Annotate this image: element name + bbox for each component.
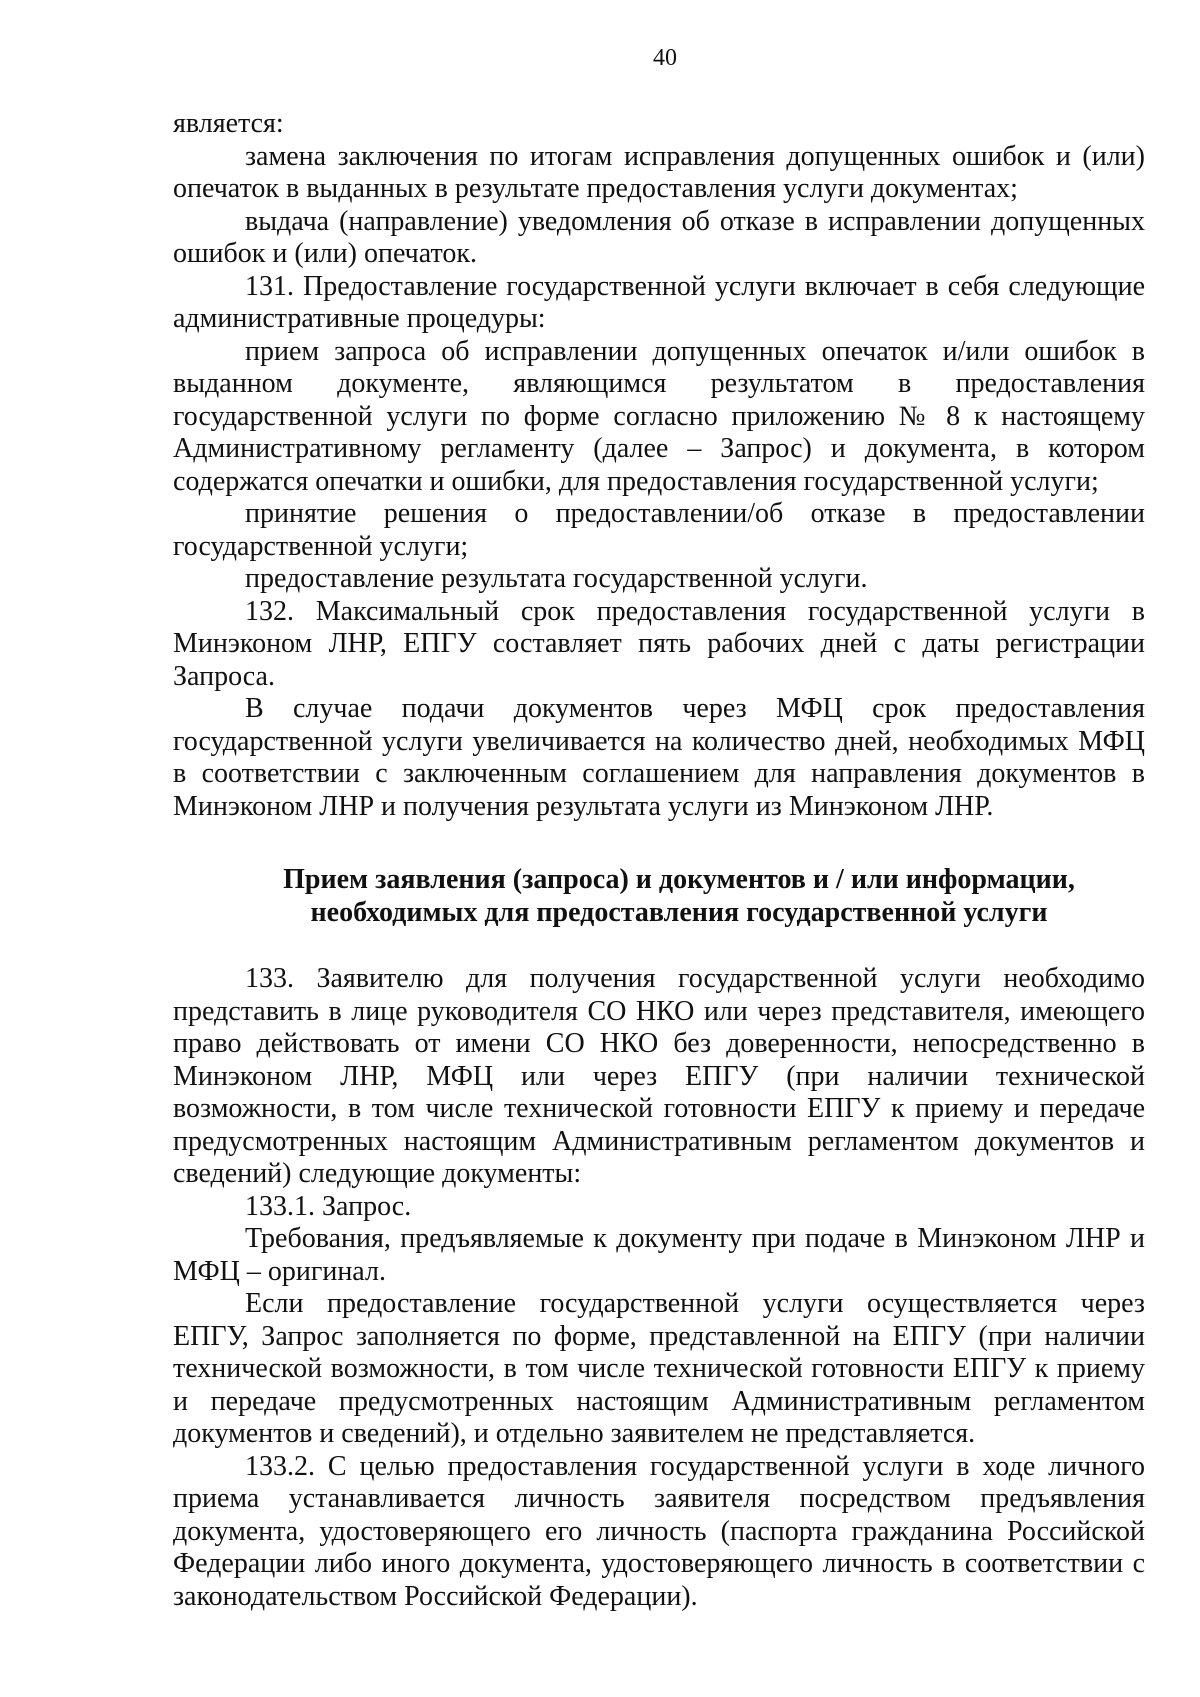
paragraph-133: 133. Заявителю для получения государственной услуги необходимо представить в лице руководителя СО НКО или через представителя, имеющего право действовать от имени СО НКО без доверенности, непосредственно в Минэконом ЛНР, МФЦ или через ЕПГУ (при наличии технической возможности, в том числе технической готовности ЕПГУ к приему и передаче предусмотренных настоящим Административным регламентом документов и сведений) следующие документы: <box>173 963 1145 1189</box>
paragraph: прием запроса об исправлении допущенных опечаток и/или ошибок в выданном документе, являющимся результатом в предоставления государственной услуги по форме согласно приложению № 8 к настоящему Административному регламенту (далее – Запрос) и документа, в котором содержатся опечатки и ошибки, для предоставления государственной услуги; <box>173 335 1145 497</box>
paragraph: Требования, предъявляемые к документу при подаче в Минэконом ЛНР и МФЦ – оригинал. <box>173 1223 1145 1287</box>
paragraph-continuation: является: <box>173 108 284 139</box>
paragraph-133-1: 133.1. Запрос. <box>245 1190 412 1222</box>
paragraph-133-2: 133.2. С целью предоставления государственной услуги в ходе личного приема устанавливается личность заявителя посредством предъявления документа, удостоверяющего его личность (паспорта гражданина Российской Федерации либо иного документа, удостоверяющего личность в соответствии с законодательством Российской Федерации). <box>173 1450 1145 1612</box>
paragraph: В случае подачи документов через МФЦ срок предоставления государственной услуги увеличивается на количество дней, необходимых МФЦ в соответствии с заключенным соглашением для направления документов в Минэконом ЛНР и получения результата услуги из Минэконом ЛНР. <box>173 693 1145 822</box>
paragraph-132: 132. Максимальный срок предоставления государственной услуги в Минэконом ЛНР, ЕПГУ составляет пять рабочих дней с даты регистрации Запроса. <box>173 595 1145 692</box>
paragraph: замена заключения по итогам исправления допущенных ошибок и (или) опечаток в выданных в результате предоставления услуги документах; <box>173 140 1145 204</box>
page-number: 40 <box>653 45 677 71</box>
paragraph: выдача (направление) уведомления об отказе в исправлении допущенных ошибок и (или) опечаток. <box>173 205 1145 269</box>
paragraph: принятие решения о предоставлении/об отказе в предоставлении государственной услуги; <box>173 498 1145 562</box>
section-heading <box>173 863 1145 929</box>
paragraph-131: 131. Предоставление государственной услуги включает в себя следующие административные процедуры: <box>173 270 1145 334</box>
section-heading-line-1: Прием заявления (запроса) и документов и / или информации, <box>283 864 1075 895</box>
paragraph: предоставление результата государственной услуги. <box>245 563 868 594</box>
section-heading-line-2: необходимых для предоставления государственной услуги <box>310 897 1048 928</box>
document-body <box>173 108 1145 1613</box>
paragraph: Если предоставление государственной услуги осуществляется через ЕПГУ, Запрос заполняется по форме, представленной на ЕПГУ (при наличии технической возможности, в том числе технической готовности ЕПГУ к приему и передаче предусмотренных настоящим Административным регламентом документов и сведений), и отдельно заявителем не представляется. <box>173 1288 1145 1449</box>
